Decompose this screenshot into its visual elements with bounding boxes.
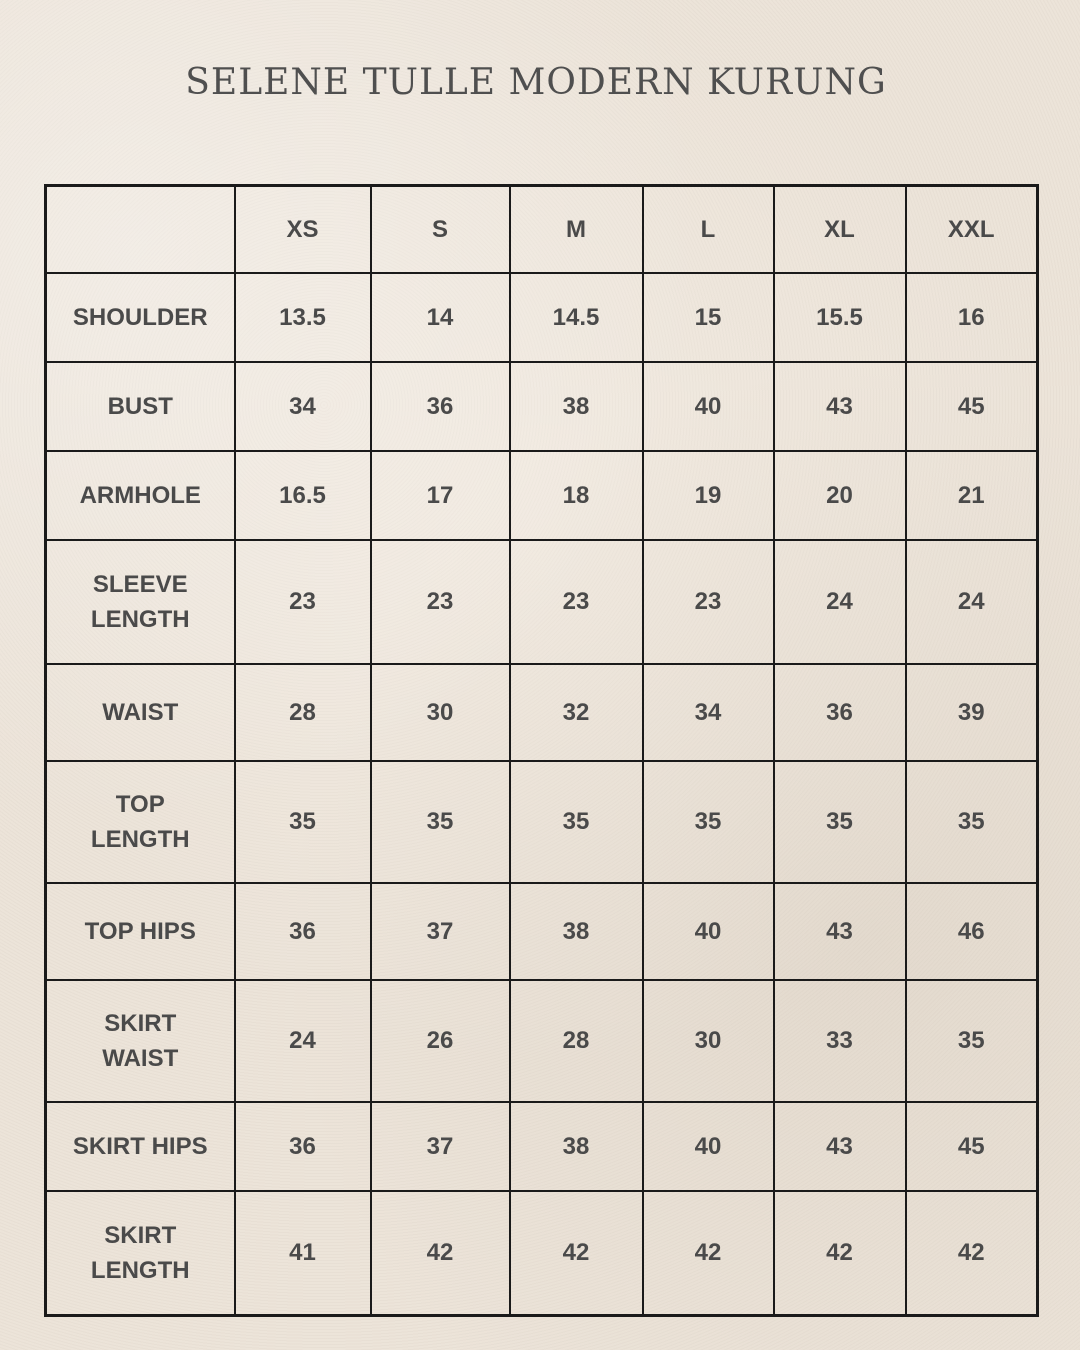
table-cell: 16 (906, 273, 1038, 362)
table-cell: 43 (774, 1102, 906, 1191)
table-cell: 35 (643, 761, 774, 883)
table-row (46, 362, 1038, 451)
table-cell: 39 (906, 664, 1038, 761)
row-label-skirt-hips: SKIRT HIPS (46, 1102, 235, 1191)
table-cell: 32 (510, 664, 643, 761)
row-label-skirt-waist: SKIRT WAIST (46, 980, 235, 1102)
table-cell: 42 (774, 1191, 906, 1316)
table-cell: 40 (643, 883, 774, 980)
table-cell: 43 (774, 362, 906, 451)
page-title: SELENE TULLE MODERN KURUNG (185, 62, 887, 103)
row-label-skirt-length: SKIRT LENGTH (46, 1191, 235, 1316)
row-label-sleeve-length: SLEEVE LENGTH (46, 540, 235, 664)
row-label-top-length: TOP LENGTH (46, 761, 235, 883)
table-cell: 35 (906, 980, 1038, 1102)
table-cell: 15 (643, 273, 774, 362)
table-row (46, 273, 1038, 362)
table-cell: 14.5 (510, 273, 643, 362)
table-cell: 45 (906, 362, 1038, 451)
row-label-shoulder: SHOULDER (46, 273, 235, 362)
table-row (46, 664, 1038, 761)
table-cell: 42 (371, 1191, 510, 1316)
table-cell: 34 (235, 362, 371, 451)
row-label-top-hips: TOP HIPS (46, 883, 235, 980)
table-cell: 13.5 (235, 273, 371, 362)
table-row (46, 1191, 1038, 1316)
column-header-xs: XS (235, 186, 371, 273)
table-cell: 18 (510, 451, 643, 540)
table-cell: 34 (643, 664, 774, 761)
row-label-bust: BUST (46, 362, 235, 451)
column-header-xl: XL (774, 186, 906, 273)
corner-cell (46, 186, 235, 273)
table-cell: 37 (371, 1102, 510, 1191)
table-cell: 42 (643, 1191, 774, 1316)
table-cell: 42 (906, 1191, 1038, 1316)
table-cell: 15.5 (774, 273, 906, 362)
table-cell: 20 (774, 451, 906, 540)
table-cell: 35 (235, 761, 371, 883)
table-cell: 30 (643, 980, 774, 1102)
table-row (46, 451, 1038, 540)
table-cell: 38 (510, 1102, 643, 1191)
table-cell: 16.5 (235, 451, 371, 540)
table-cell: 23 (510, 540, 643, 664)
table-cell: 30 (371, 664, 510, 761)
table-cell: 23 (235, 540, 371, 664)
table-cell: 35 (371, 761, 510, 883)
table-cell: 24 (906, 540, 1038, 664)
table-cell: 23 (371, 540, 510, 664)
table-cell: 24 (774, 540, 906, 664)
table-cell: 35 (774, 761, 906, 883)
table-row (46, 883, 1038, 980)
table-cell: 17 (371, 451, 510, 540)
table-cell: 41 (235, 1191, 371, 1316)
table-cell: 36 (235, 883, 371, 980)
table-cell: 42 (510, 1191, 643, 1316)
row-label-armhole: ARMHOLE (46, 451, 235, 540)
table-cell: 33 (774, 980, 906, 1102)
column-header-xxl: XXL (906, 186, 1038, 273)
table-cell: 36 (235, 1102, 371, 1191)
table-cell: 24 (235, 980, 371, 1102)
table-cell: 28 (510, 980, 643, 1102)
table-cell: 46 (906, 883, 1038, 980)
column-header-m: M (510, 186, 643, 273)
table-cell: 45 (906, 1102, 1038, 1191)
size-chart-table (44, 184, 1039, 1317)
table-cell: 26 (371, 980, 510, 1102)
table-cell: 38 (510, 883, 643, 980)
column-header-s: S (371, 186, 510, 273)
table-cell: 37 (371, 883, 510, 980)
table-cell: 40 (643, 1102, 774, 1191)
table-cell: 19 (643, 451, 774, 540)
table-row (46, 540, 1038, 664)
table-cell: 38 (510, 362, 643, 451)
column-header-l: L (643, 186, 774, 273)
table-row (46, 980, 1038, 1102)
table-cell: 21 (906, 451, 1038, 540)
table-cell: 36 (371, 362, 510, 451)
table-row (46, 1102, 1038, 1191)
table-cell: 40 (643, 362, 774, 451)
table-row (46, 761, 1038, 883)
table-cell: 14 (371, 273, 510, 362)
table-cell: 28 (235, 664, 371, 761)
table-cell: 23 (643, 540, 774, 664)
table-cell: 35 (906, 761, 1038, 883)
table-cell: 36 (774, 664, 906, 761)
row-label-waist: WAIST (46, 664, 235, 761)
table-cell: 35 (510, 761, 643, 883)
header-row (46, 186, 1038, 273)
table-cell: 43 (774, 883, 906, 980)
